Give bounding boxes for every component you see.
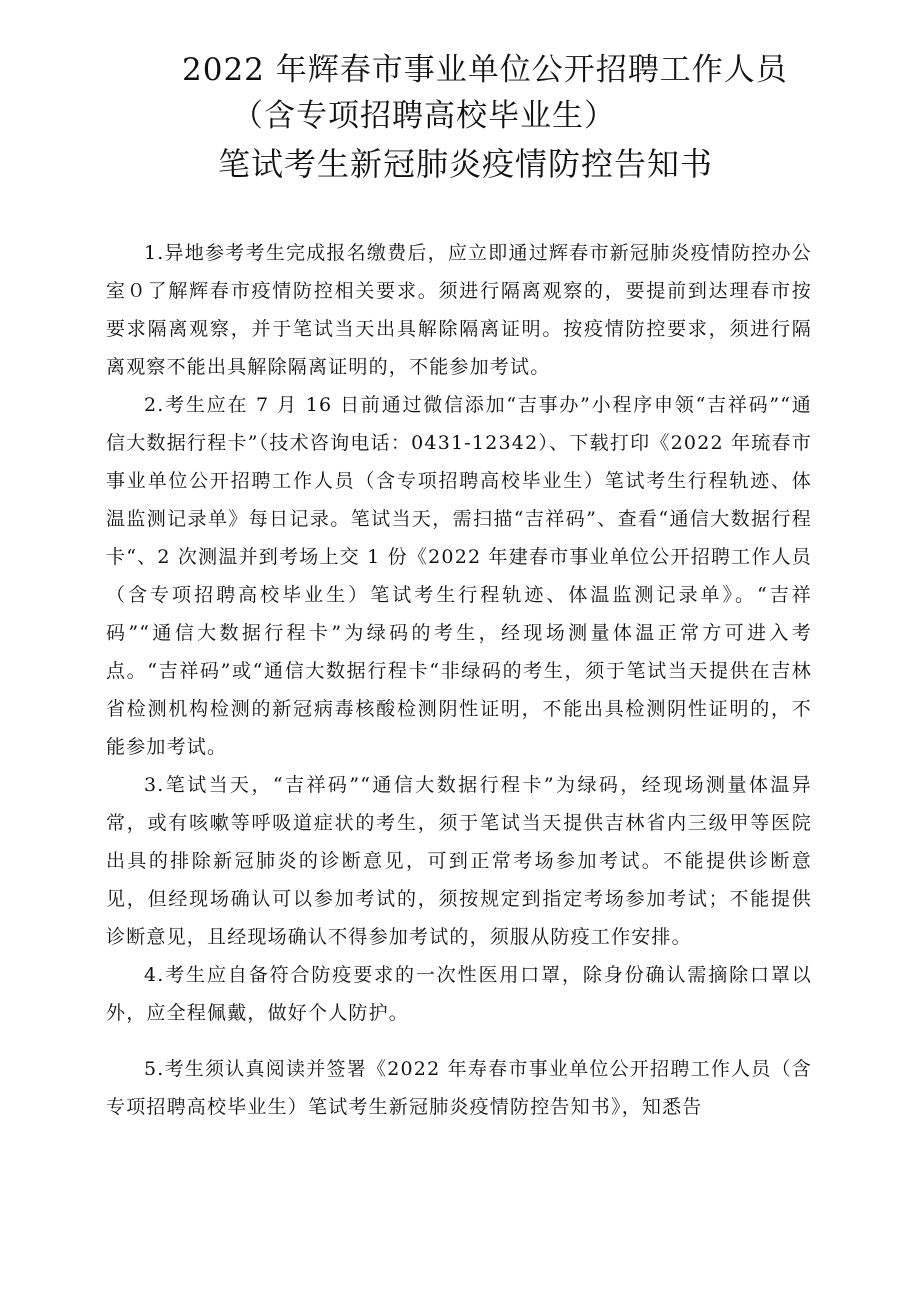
title-line-3: 笔试考生新冠肺炎疫情防控告知书 xyxy=(218,145,714,183)
title-line-1: 2022 年辉春市事业单位公开招聘工作人员 xyxy=(182,52,788,88)
paragraph-1: 1.异地参考考生完成报名缴费后，应立即通过辉春市新冠肺炎疫情防控办公室０了解辉春市疫情防控相关要求。须进行隔离观察的，要提前到达理春市按要求隔离观察，并于笔试当天出具解除隔离证明。按疫情防控要求，须进行隔离观察不能出具解除隔离证明的，不能参加考试。 xyxy=(106,242,812,378)
title-line-2: （含专项招聘高校毕业生） xyxy=(232,98,616,134)
paragraph-3: 3.笔试当天，“吉祥码”“通信大数据行程卡”为绿码，经现场测量体温异常，或有咳嗽等呼吸道症状的考生，须于笔试当天提供吉林省内三级甲等医院出具的排除新冠肺炎的诊断意见，可到正常考场参加考试。不能提供诊断意见，但经现场确认可以参加考试的，须按规定到指定考场参加考试；不能提供诊断意见，且经现场确认不得参加考试的，须服从防疫工作安排。 xyxy=(106,774,812,948)
paragraph-5: 5.考生须认真阅读并签署《2022 年寿春市事业单位公开招聘工作人员（含专项招聘高校毕业生）笔试考生新冠肺炎疫情防控告知书》，知悉告 xyxy=(106,1058,812,1118)
document-body xyxy=(106,234,812,1126)
paragraph-2: 2.考生应在 7 月 16 日前通过微信添加“吉事办”小程序申领“吉祥码”“通信大数据行程卡”（技术咨询电话：0431-12342）、下载打印《2022 年琉春市事业单位公开招聘工作人员（含专项招聘高校毕业生）笔试考生行程轨迹、体温监测记录单》每日记录。笔试当天，需扫描“吉祥码”、查看“通信大数据行程卡“、2 次测温并到考场上交 1 份《2022 年建春市事业单位公开招聘工作人员（含专项招聘高校毕业生）笔试考生行程轨迹、体温监测记录单》。“吉祥码”“通信大数据行程卡”为绿码的考生，经现场测量体温正常方可进入考点。“吉祥码”或“通信大数据行程卡“非绿码的考生，须于笔试当天提供在吉林省检测机构检测的新冠病毒核酸检测阴性证明，不能出具检测阴性证明的，不能参加考试。 xyxy=(106,394,812,758)
paragraph-4: 4.考生应自备符合防疫要求的一次性医用口罩，除身份确认需摘除口罩以外，应全程佩戴，做好个人防护。 xyxy=(106,964,812,1024)
